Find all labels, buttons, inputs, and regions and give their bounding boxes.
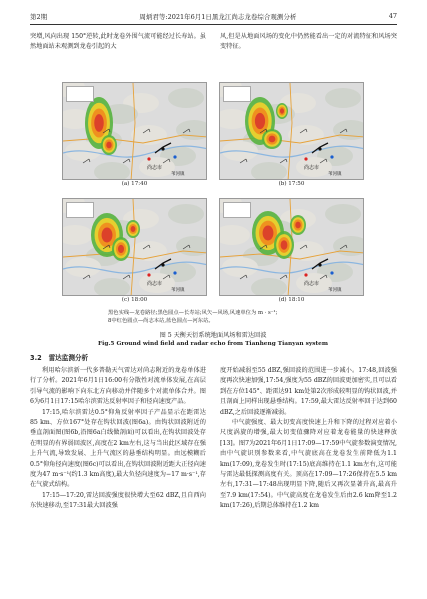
figure-caption-en: Fig.5 Ground wind field and radar echo from Tianheng Tianyan system (98, 341, 328, 347)
radar-echo-cell (102, 228, 113, 243)
top-left-text (30, 32, 206, 53)
left-paragraph-3: 17:15—17:20,雷达回波强度很快增大至62 dBZ,且自西向东快速移动,至17:31最大回波强 (30, 491, 206, 510)
radar-echo-cell (118, 245, 124, 253)
figure-note: 黑色实线—龙卷路径;黑色圆点—长寿站;风矢—风场,风速单位为 m · s⁻¹; 8中红色圆点—尚志本站,蓝色圆点—河东站。 (108, 310, 278, 324)
right-paragraph-2: 中气旋强度、最大切变高度快速上升和下降的过程对应着小尺度涡旋的增强,最大切变值骤降对应着龙卷能量的快速释放[13]。图7为2021年6月1日17:09—17:59中气旋参数演变情况,由中气旋识别参数来看,中气旋底高在龙卷发生前降低为1.1 km(17:09),龙卷发生时(17:15)底高维持在1.1 km左右,这可能与雷达最低探测高度有关。顶高在17:09—17:26保持在5.5 km左右,17:31—17:48出现明显下降,随后又再次显著升高,最高升至7.9 km(17:54)。中气旋高度在龙卷发生后由2.6 km降至1.2 km(17:26),后期总体维持在1.2 km (220, 419, 397, 510)
terrain-patch (94, 162, 130, 180)
radar-echo-cell (131, 226, 136, 232)
station-dot (318, 263, 321, 266)
terrain-patch (168, 204, 204, 224)
left-paragraph-1: 利用哈尔滨新一代多普勒天气雷达对尚志附近的龙卷单体进行了分析。2021年6月1日16:00有分散性对流单体发展,在高层引导气流的影响下向东北方向移动并伴随多个对流单体合并。图6为6月1日17:15哈尔滨雷达反射率因子和径向速度产品。 (30, 367, 206, 406)
radar-echo-map (62, 198, 207, 296)
radar-echo-map (219, 82, 364, 180)
map-panel-b (219, 82, 364, 190)
station-dot (318, 147, 321, 150)
station-dot (304, 273, 307, 276)
map-panel-a (62, 82, 207, 190)
radar-echo-cell (269, 136, 276, 143)
map-legend (223, 202, 251, 218)
terrain-patch (325, 204, 361, 224)
radar-echo-cell (295, 222, 300, 229)
place-label-town: 苇河镇 (328, 172, 342, 177)
wind-barb (280, 159, 287, 163)
place-label-shangzhi: 尚志市 (304, 281, 320, 287)
station-dot (161, 263, 164, 266)
terrain-patch (251, 278, 287, 296)
terrain-patch (333, 120, 364, 140)
map-panel-d (219, 198, 364, 306)
place-label-shangzhi: 尚志市 (304, 165, 320, 171)
place-label-shangzhi: 尚志市 (147, 281, 163, 287)
station-dot (173, 271, 176, 274)
right-column (220, 366, 397, 512)
place-label-town: 苇河镇 (171, 288, 185, 293)
header-title: 周炳君等:2021年6月1日黑龙江尚志龙卷综合观测分析 (139, 12, 297, 21)
wind-barb (280, 275, 287, 279)
radar-echo-map (219, 198, 364, 296)
header-rule (30, 24, 397, 25)
panel-caption: (a) 17:40 (121, 181, 148, 187)
panel-caption: (d) 18:10 (278, 297, 305, 303)
terrain-patch (176, 120, 207, 140)
radar-echo-cell (106, 142, 111, 149)
station-dot (147, 273, 150, 276)
terrain-patch (220, 225, 250, 245)
section-heading (30, 352, 88, 362)
wind-barb (123, 275, 130, 279)
station-dot (173, 155, 176, 158)
top-right-paragraph: 风,但是从地面风场的变化中仍然能看出一定的对流特征和风场突变特征。 (220, 33, 397, 51)
wind-barb (123, 159, 130, 163)
terrain-patch (94, 278, 130, 296)
running-header (30, 10, 397, 22)
top-left-paragraph: 突增,风向出现 150°逆转,此时龙卷外围气流可能经过长寿站。虽然地面站未观测到龙卷引起的大 (30, 33, 206, 51)
left-column (30, 366, 206, 512)
station-dot (161, 147, 164, 150)
radar-echo-cell (280, 108, 284, 113)
radar-echo-cell (255, 113, 265, 129)
radar-echo-map (62, 82, 207, 180)
terrain-patch (63, 225, 93, 245)
left-paragraph-2: 17:15,哈尔滨雷达0.5°仰角反射率因子产品显示在距雷达85 km、方位167°处存在钩状回波(图6a)。由钩状回波附近的垂直剖面图(图6b,沿图6a白线做剖面)可以看出,在钩状回波处存在明显的有界弱回波区,高度在2 km左右,这与当出此区域存在强上升气流,导致发展、上升气流区的悬垂结构明显。由远模糊后0.5°仰角径向速度(图6c)可以看出,在钩状回波附近距大正径向速度为47 m·s⁻¹(约1.3 km高度),最大负径向速度为−17 m·s⁻¹,存在气旋式结构。 (30, 408, 206, 489)
map-legend (223, 86, 251, 102)
figure-caption-cn: 图 5 天衡天衍系统地面风场和雷达回波 (159, 332, 267, 339)
place-label-town: 苇河镇 (328, 288, 342, 293)
map-legend (66, 86, 94, 102)
map-legend (66, 202, 94, 218)
radar-echo-cell (281, 240, 288, 250)
header-page-number: 47 (388, 12, 397, 20)
station-dot (330, 155, 333, 158)
panel-caption: (c) 18:00 (121, 297, 148, 303)
station-dot (147, 157, 150, 160)
right-paragraph-1: 度开始减弱至55 dBZ,强回波的范围进一步减小。17:48,回波强度再次快速加强,17:54,强度为55 dBZ的回波更加密实,且可以看到在方位145°、距雷达91 km处第2次形成较明显的钩状回波,并且剖面上同样出现悬垂结构。17:59,最大雷达反射率回于达到60 dBZ,之后回波逐渐减弱。 (220, 367, 397, 416)
top-right-text (220, 32, 397, 53)
panel-caption: (b) 17:50 (278, 181, 305, 187)
section-title: 雷达监测分析 (48, 354, 89, 362)
section-number: 3.2 (30, 354, 42, 362)
header-issue: 第2期 (30, 12, 48, 21)
terrain-patch (325, 88, 361, 108)
place-label-shangzhi: 尚志市 (147, 165, 163, 171)
station-dot (330, 271, 333, 274)
map-panel-c (62, 198, 207, 306)
terrain-patch (168, 88, 204, 108)
terrain-patch (176, 236, 207, 256)
radar-echo-cell (263, 226, 274, 241)
terrain-patch (251, 162, 287, 180)
station-dot (304, 157, 307, 160)
radar-echo-cell (94, 114, 104, 132)
terrain-patch (333, 236, 364, 256)
place-label-town: 苇河镇 (171, 172, 185, 177)
